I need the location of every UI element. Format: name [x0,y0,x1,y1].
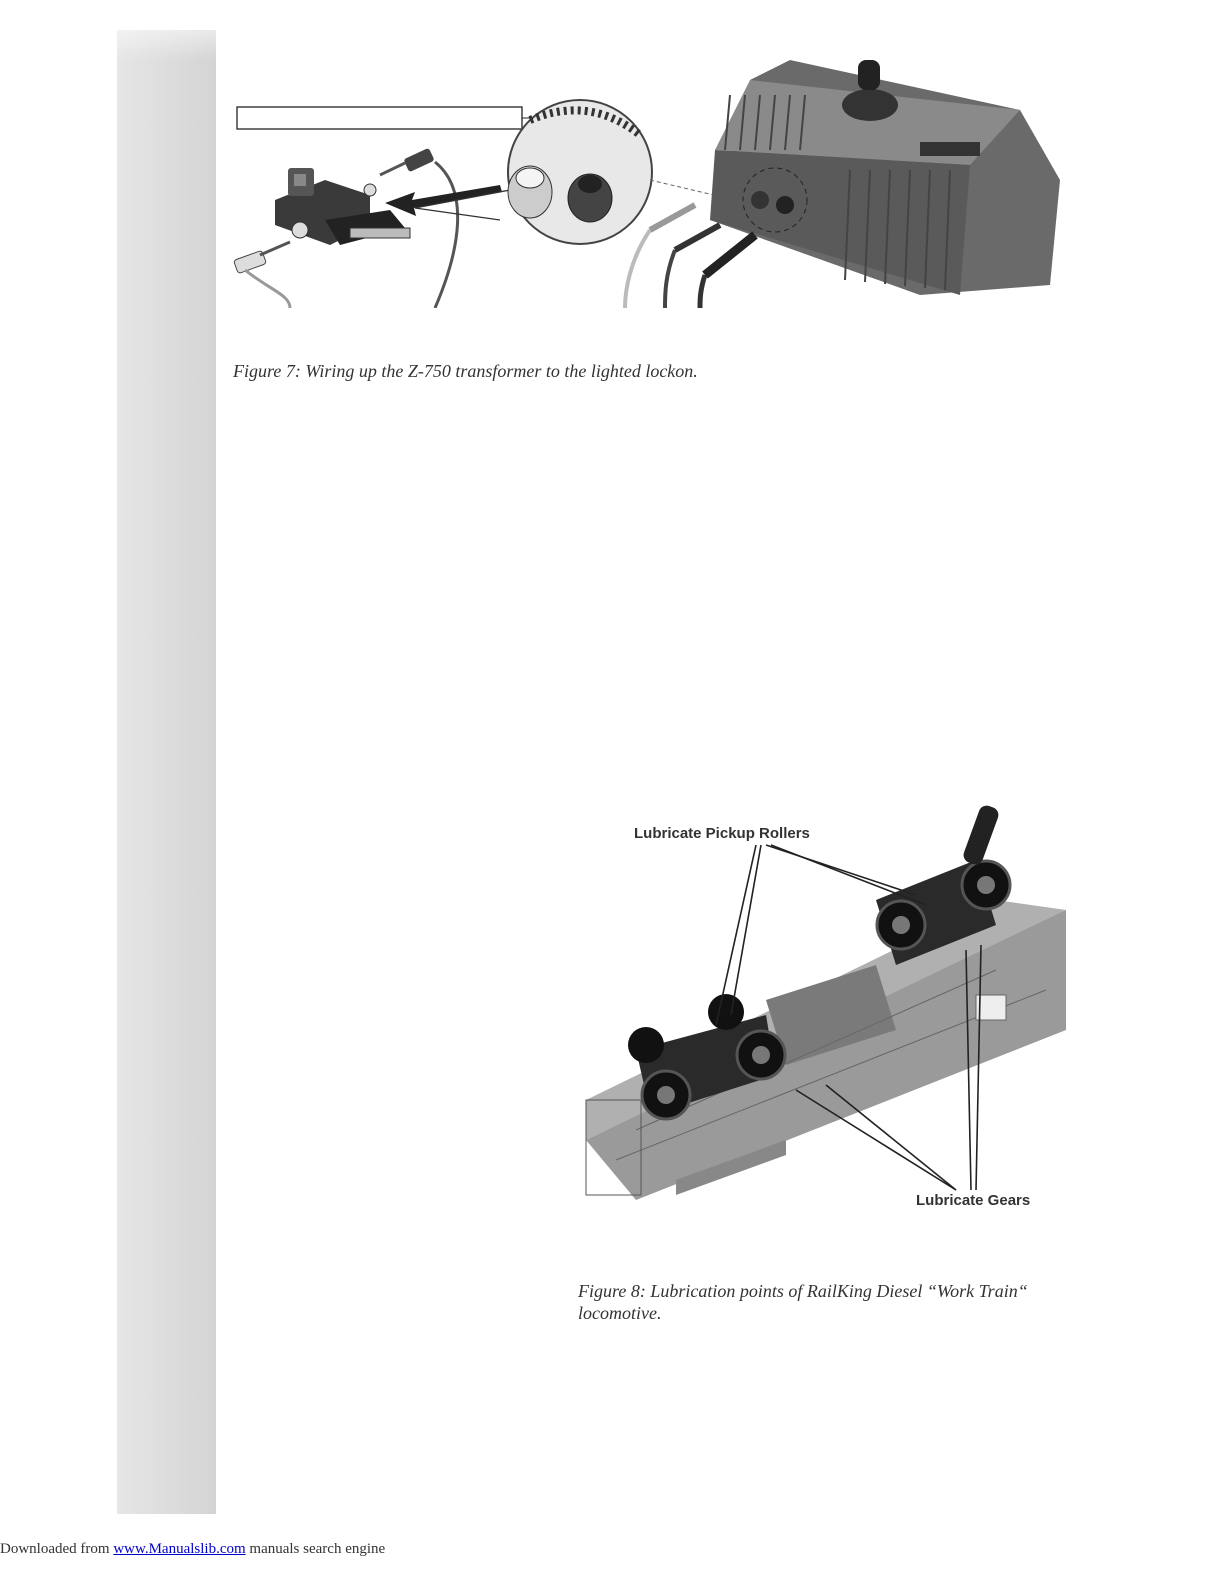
callout-label-box [237,107,522,129]
figure-8-caption-line2: locomotive. [578,1303,662,1323]
footer [0,1541,385,1558]
figure-8-caption [578,1280,1078,1324]
figure-8-caption-line1: Figure 8: Lubrication points of RailKing Diesel “Work Train“ [578,1281,1028,1301]
zoom-detail-icon [508,100,652,244]
figure-7-caption: Figure 7: Wiring up the Z-750 transformer to the lighted lockon. [233,361,698,381]
lockon-icon [275,168,410,245]
footer-prefix: Downloaded from [0,1541,114,1557]
plug-left-icon [234,242,290,308]
left-margin-bar [117,30,216,1514]
figure-7-illustration [230,50,1070,308]
figure-8-illustration [576,800,1072,1212]
transformer-icon [710,60,1060,295]
footer-link[interactable]: www.Manualslib.com [113,1541,246,1557]
label-pickup-rollers: Lubricate Pickup Rollers [634,825,810,842]
footer-suffix: manuals search engine [245,1541,386,1557]
arrow-icon [385,185,502,216]
left-margin-fade [117,0,216,60]
label-gears: Lubricate Gears [916,1192,1031,1209]
